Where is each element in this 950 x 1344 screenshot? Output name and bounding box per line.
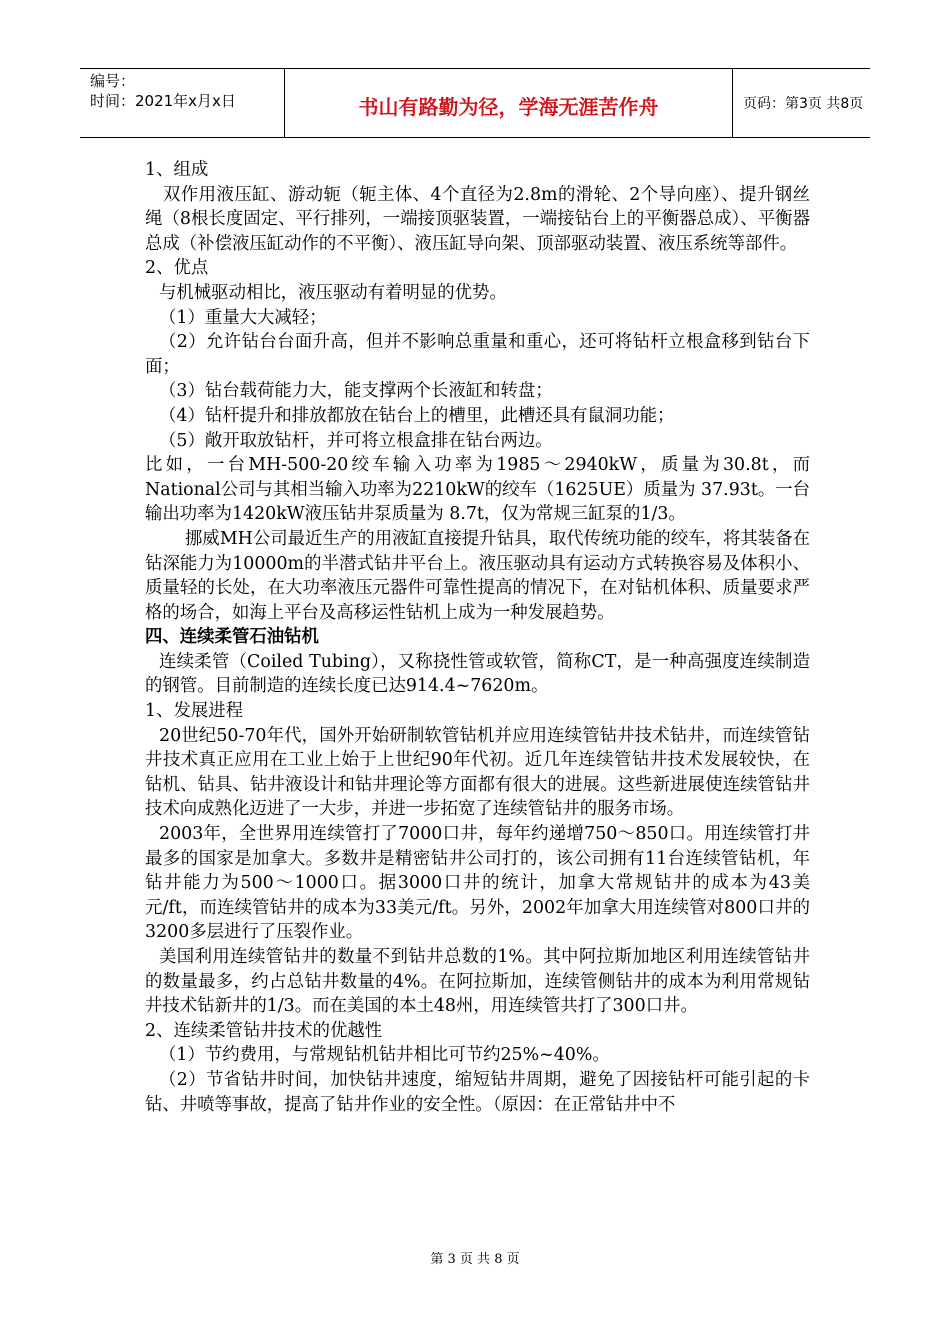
paragraph: 2、连续柔管钻井技术的优越性 xyxy=(145,1020,383,1041)
paragraph: 双作用液压缸、游动轭（轭主体、4个直径为2.8m的滑轮、2个导向座）、提升钢丝绳（8根长度固定、平行排列，一端接顶驱装置，一端接钻台上的平衡器总成）、平衡器总成（补偿液压缸动作的不平衡）、液压缸导向架、顶部驱动装置、液压系统等部件。 xyxy=(145,184,810,254)
paragraph: 1、组成 xyxy=(145,160,209,180)
paragraph: 2、优点 xyxy=(145,258,209,279)
paragraph: 美国利用连续管钻井的数量不到钻井总数的1%。其中阿拉斯加地区利用连续管钻井的数量最多，约占总钻井数量的4%。在阿拉斯加，连续管侧钻井的成本为利用常规钻井技术钻新井的1/3。而在美国的本土48州，用连续管共打了300口井。 xyxy=(145,947,810,1017)
document-number-label: 编号： xyxy=(90,72,136,90)
paragraph: （2）允许钻台台面升高，但并不影响总重量和重心，还可将钻杆立根盒移到钻台下面； xyxy=(145,332,810,377)
paragraph: （2）节省钻井时间，加快钻井速度，缩短钻井周期，避免了因接钻杆可能引起的卡钻、井喷等事故，提高了钻井作业的安全性。（原因：在正常钻井中不 xyxy=(145,1069,810,1115)
motto-text: 书山有路勤为径，学海无涯苦作舟 xyxy=(358,94,659,119)
paragraph: 2003年，全世界用连续管打了7000口井，每年约递增750～850口。用连续管打井最多的国家是加拿大。多数井是精密钻井公司打的，该公司拥有11台连续管钻机，年钻井能力为500～1000口。据3000口井的统计，加拿大常规钻井的成本为43美元/ft，而连续管钻井的成本为33美元/ft。另外，2002年加拿大用连续管对800口井的3200多层进行了压裂作业。 xyxy=(145,824,810,943)
paragraph: 1、发展进程 xyxy=(145,701,244,722)
paragraph: 与机械驱动相比，液压驱动有着明显的优势。 xyxy=(159,282,507,303)
document-body xyxy=(145,158,810,1117)
paragraph: （5）敞开取放钻杆，并可将立根盒排在钻台两边。 xyxy=(159,430,553,451)
paragraph: （1）重量大大减轻； xyxy=(159,307,327,328)
paragraph: 连续柔管（Coiled Tubing），又称挠性管或软管，简称CT，是一种高强度连续制造的钢管。目前制造的连续长度已达914.4~7620m。 xyxy=(145,651,810,697)
paragraph: 挪威MH公司最近生产的用液缸直接提升钻具，取代传统功能的绞车，将其装备在钻深能力为10000m的半潜式钻井平台上。液压驱动具有运动方式转换容易及体积小、质量轻的长处，在大功率液压元器件可靠性提高的情况下，在对钻机体积、质量要求严格的场合，如海上平台及高移运性钻机上成为一种发展趋势。 xyxy=(145,528,810,623)
section-heading: 四、连续柔管石油钻机 xyxy=(145,627,319,648)
header-meta xyxy=(80,69,285,137)
paragraph: （3）钻台载荷能力大，能支撑两个长液缸和转盘； xyxy=(159,381,553,402)
paragraph: （4）钻杆提升和排放都放在钻台上的槽里，此槽还具有鼠洞功能； xyxy=(159,405,675,426)
page-info-text: 页码：第3页 共8页 xyxy=(743,96,864,112)
document-time-label: 时间：2021年x月x日 xyxy=(90,92,236,110)
paragraph: 比如，一台MH-500-20绞车输入功率为1985～2940kW，质量为30.8t，而National公司与其相当输入功率为2210kW的绞车（1625UE）质量为 37.93t。一台输出功率为1420kW液压钻井泵质量为 8.7t，仅为常规三缸泵的1/3。 xyxy=(145,455,810,525)
paragraph: 20世纪50-70年代，国外开始研制软管钻机并应用连续管钻井技术钻井，而连续管钻井技术真正应用在工业上始于上世纪90年代初。近几年连续管钻井技术发展较快，在钻机、钻具、钻井液设计和钻井理论等方面都有很大的进展。这些新进展使连续管钻井技术向成熟化迈进了一大步，并进一步拓宽了连续管钻井的服务市场。 xyxy=(145,725,810,820)
header-motto xyxy=(285,69,733,137)
header-page-info xyxy=(733,69,870,137)
page-footer: 第 3 页 共 8 页 xyxy=(430,1252,520,1267)
paragraph: （1）节约费用，与常规钻机钻井相比可节约25%~40%。 xyxy=(159,1045,610,1066)
page-header xyxy=(80,68,870,138)
